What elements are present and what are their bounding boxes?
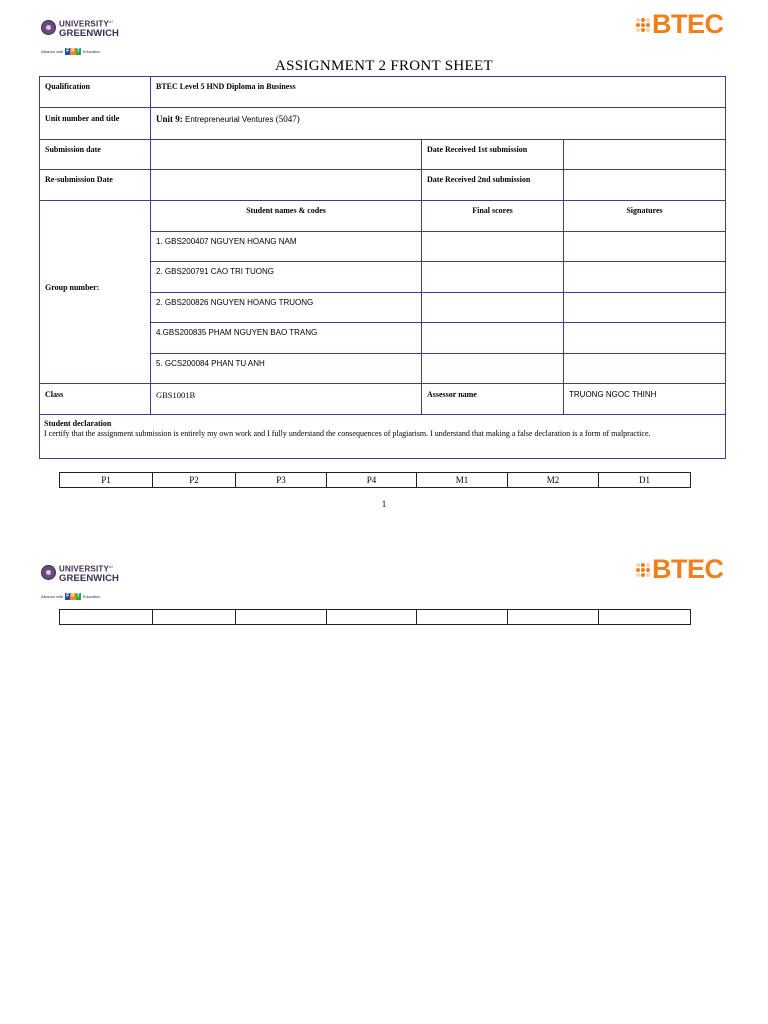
alliance-prefix: Alliance with xyxy=(41,49,64,54)
grade-cell-empty[interactable] xyxy=(417,610,508,625)
university-line2: GREENWICH xyxy=(59,27,120,39)
unit-prefix: Unit 9: xyxy=(156,114,183,124)
alliance-suffix: Education xyxy=(82,594,101,599)
grade-p4: P4 xyxy=(327,473,417,488)
grade-cell-empty[interactable] xyxy=(153,610,236,625)
qualification-label: Qualification xyxy=(45,82,90,91)
alliance-line xyxy=(41,593,101,600)
grade-p2: P2 xyxy=(153,473,236,488)
student-row: 4.GBS200835 PHAM NGUYEN BAO TRANG xyxy=(156,328,318,337)
btec-dots-icon xyxy=(636,18,650,32)
grade-cell-empty[interactable] xyxy=(236,610,327,625)
resubmission-label: Re-submission Date xyxy=(45,175,113,184)
grade-m2: M2 xyxy=(508,473,599,488)
assessor-label: Assessor name xyxy=(427,390,477,399)
submission-date-label: Submission date xyxy=(45,145,101,154)
class-value: GBS1001B xyxy=(156,390,196,400)
fpt-logo-icon: F P T xyxy=(66,48,80,54)
greenwich-logo xyxy=(41,562,119,583)
grade-cell-empty[interactable] xyxy=(508,610,599,625)
university-line1: UNIVERSITY xyxy=(59,19,110,29)
grade-cell-empty[interactable] xyxy=(599,610,691,625)
col-signatures-header: Signatures xyxy=(626,206,663,215)
btec-dots-icon xyxy=(636,563,650,577)
unit-value xyxy=(151,110,711,128)
alliance-prefix: Alliance with xyxy=(41,594,64,599)
grades-table xyxy=(59,472,691,488)
class-label: Class xyxy=(45,390,64,399)
grade-cell-empty[interactable] xyxy=(327,610,417,625)
alliance-suffix: Education xyxy=(82,49,101,54)
student-row: 2. GBS200826 NGUYEN HOANG TRUONG xyxy=(156,298,314,307)
unit-title: Entrepreneurial Ventures xyxy=(185,115,274,124)
alliance-line xyxy=(41,48,101,55)
btec-logo xyxy=(636,11,724,38)
col-scores-header: Final scores xyxy=(472,206,513,215)
greenwich-crest-icon xyxy=(41,565,56,580)
received2-field[interactable] xyxy=(564,170,725,200)
resubmission-field[interactable] xyxy=(151,170,421,200)
received2-label: Date Received 2nd submission xyxy=(427,175,531,184)
university-of: of xyxy=(109,19,113,24)
submission-date-field[interactable] xyxy=(151,140,421,169)
grades-table-empty xyxy=(59,609,691,625)
student-declaration xyxy=(40,415,726,443)
student-row: 1. GBS200407 NGUYEN HOANG NAM xyxy=(156,237,297,246)
grade-cell-empty[interactable] xyxy=(60,610,153,625)
fpt-logo-icon: F P T xyxy=(66,593,80,599)
grade-p1: P1 xyxy=(60,473,153,488)
qualification-value: BTEC Level 5 HND Diploma in Business xyxy=(156,82,296,91)
page-number: 1 xyxy=(381,499,387,509)
col-students-header: Student names & codes xyxy=(246,206,326,215)
assessor-value: TRUONG NGOC THINH xyxy=(569,390,657,399)
received1-field[interactable] xyxy=(564,140,725,169)
university-line1: UNIVERSITY xyxy=(59,564,110,574)
student-row: 2. GBS200791 CAO TRI TUONG xyxy=(156,267,274,276)
btec-logo xyxy=(636,556,724,583)
grade-d1: D1 xyxy=(599,473,691,488)
greenwich-crest-icon xyxy=(41,20,56,35)
group-number-label: Group number: xyxy=(45,283,100,292)
grade-p3: P3 xyxy=(236,473,327,488)
unit-code: (5047) xyxy=(275,114,300,124)
received1-label: Date Received 1st submission xyxy=(427,145,528,154)
declaration-text: I certify that the assignment submission is entirely my own work and I fully understand the consequences of plagiarism. I understand that making a false declaration is a form of malpractice. xyxy=(44,429,651,438)
unit-label: Unit number and title xyxy=(45,114,120,123)
student-row: 5. GCS200084 PHAN TU ANH xyxy=(156,359,265,368)
university-line2: GREENWICH xyxy=(59,572,120,584)
grade-m1: M1 xyxy=(417,473,508,488)
btec-wordmark: BTEC xyxy=(652,554,724,584)
university-of: of xyxy=(109,564,113,569)
declaration-title: Student declaration xyxy=(44,419,112,428)
page-title: ASSIGNMENT 2 FRONT SHEET xyxy=(275,58,493,74)
btec-wordmark: BTEC xyxy=(652,9,724,39)
greenwich-logo xyxy=(41,17,119,38)
